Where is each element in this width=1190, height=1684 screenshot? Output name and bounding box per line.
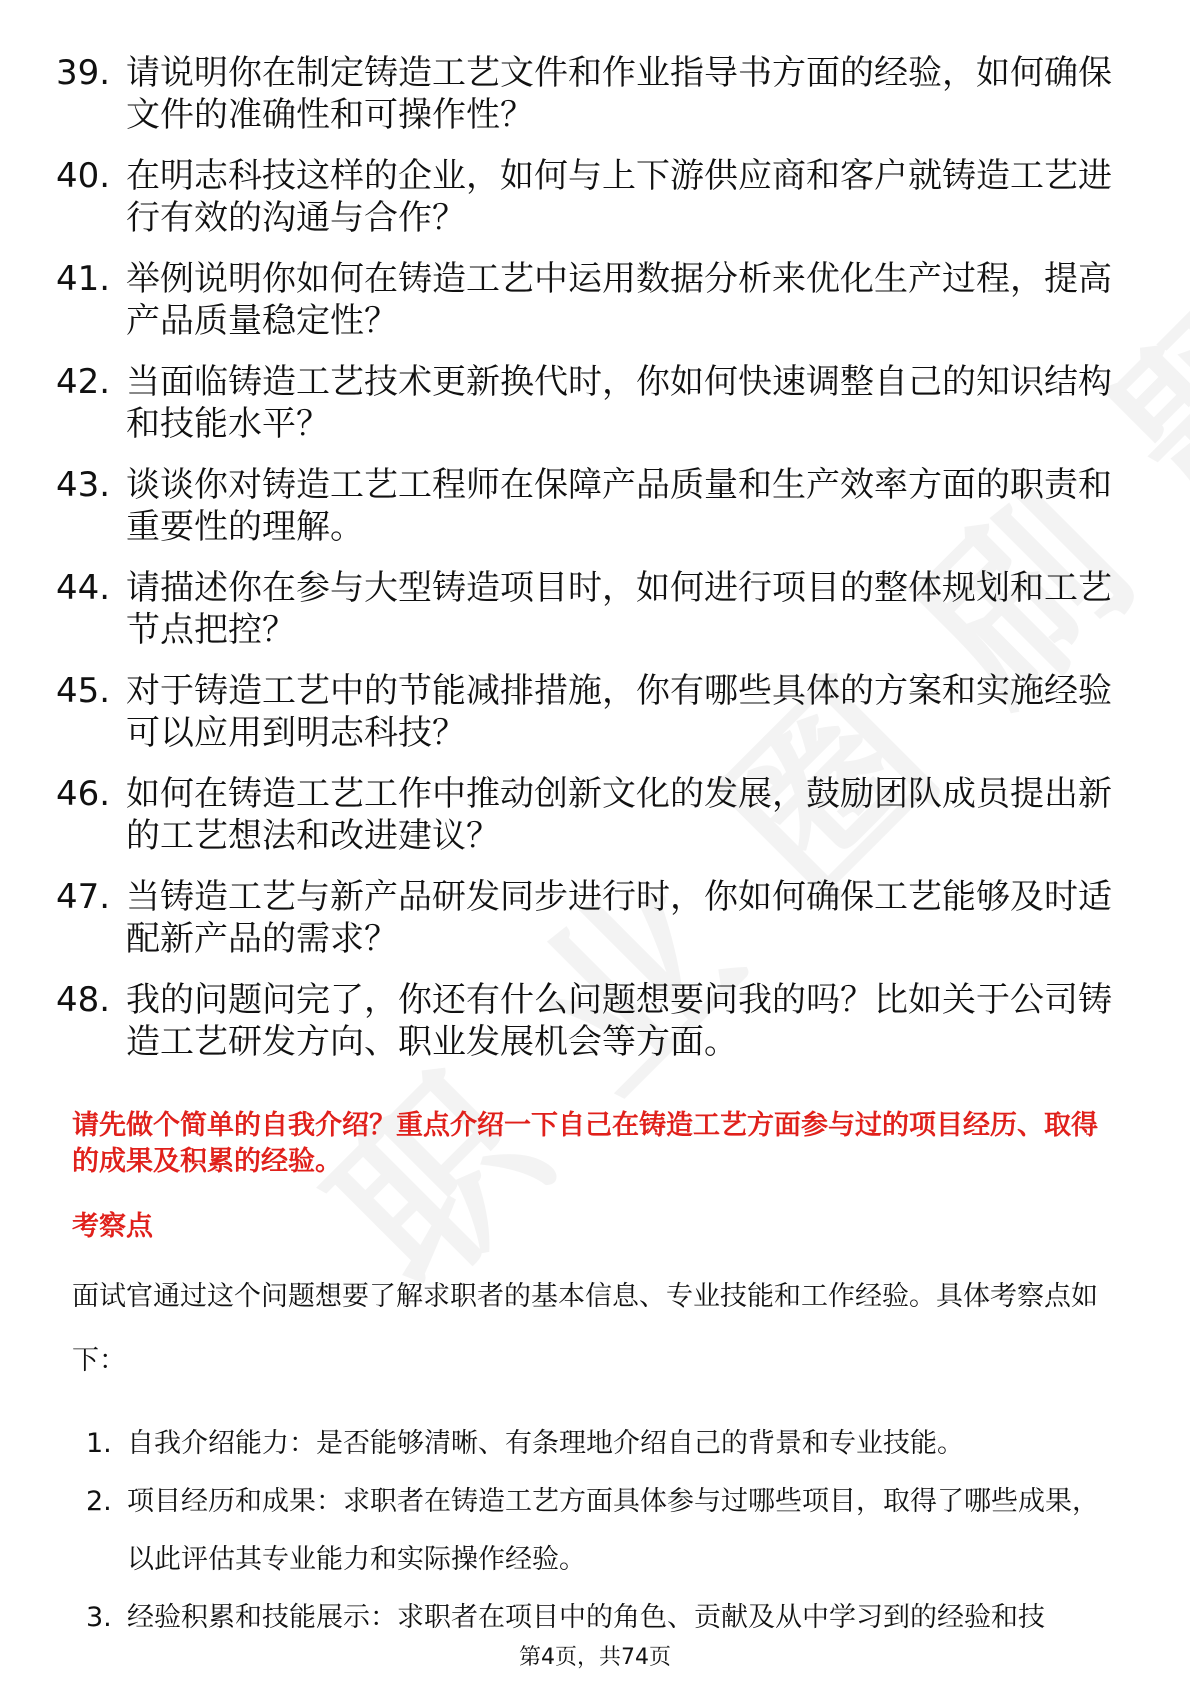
question-text: 当面临铸造工艺技术更新换代时，你如何快速调整自己的知识结构和技能水平？	[126, 362, 1112, 444]
point-text: 项目经历和成果：求职者在铸造工艺方面具体参与过哪些项目，取得了哪些成果，以此评估其专业能力和实际操作经验。	[127, 1486, 1099, 1575]
question-item	[56, 773, 1116, 857]
evaluation-point	[72, 1473, 1122, 1589]
question-number: 45.	[56, 671, 111, 711]
question-number: 44.	[56, 568, 111, 608]
question-text: 举例说明你如何在铸造工艺中运用数据分析来优化生产过程，提高产品质量稳定性？	[126, 259, 1112, 341]
question-list	[56, 52, 1116, 1082]
point-number: 3.	[86, 1602, 112, 1633]
question-item	[56, 670, 1116, 754]
question-item	[56, 464, 1116, 548]
evaluation-point	[72, 1415, 1122, 1473]
page-footer: 第4页，共74页	[519, 1645, 671, 1670]
question-text: 我的问题问完了，你还有什么问题想要问我的吗？比如关于公司铸造工艺研发方向、职业发展机会等方面。	[126, 980, 1112, 1062]
evaluation-point	[72, 1589, 1122, 1647]
question-number: 46.	[56, 774, 111, 814]
question-item	[56, 361, 1116, 445]
question-number: 48.	[56, 980, 111, 1020]
question-number: 47.	[56, 877, 111, 917]
evaluation-point-list	[72, 1415, 1122, 1647]
question-text: 在明志科技这样的企业，如何与上下游供应商和客户就铸造工艺进行有效的沟通与合作？	[126, 156, 1112, 238]
question-text: 请描述你在参与大型铸造项目时，如何进行项目的整体规划和工艺节点把控？	[126, 568, 1112, 650]
question-text: 谈谈你对铸造工艺工程师在保障产品质量和生产效率方面的职责和重要性的理解。	[126, 465, 1112, 547]
question-text: 请说明你在制定铸造工艺文件和作业指导书方面的经验，如何确保文件的准确性和可操作性？	[126, 53, 1112, 135]
question-text: 如何在铸造工艺工作中推动创新文化的发展，鼓励团队成员提出新的工艺想法和改进建议？	[126, 774, 1112, 856]
question-item	[56, 979, 1116, 1063]
question-item	[56, 52, 1116, 136]
intro-paragraph: 面试官通过这个问题想要了解求职者的基本信息、专业技能和工作经验。具体考察点如下：	[72, 1281, 1098, 1376]
question-number: 42.	[56, 362, 111, 402]
featured-question: 请先做个简单的自我介绍？重点介绍一下自己在铸造工艺方面参与过的项目经历、取得的成果及积累的经验。	[72, 1110, 1098, 1177]
question-text: 对于铸造工艺中的节能减排措施，你有哪些具体的方案和实施经验可以应用到明志科技？	[126, 671, 1112, 753]
question-text: 当铸造工艺与新产品研发同步进行时，你如何确保工艺能够及时适配新产品的需求？	[126, 877, 1112, 959]
question-item	[56, 258, 1116, 342]
point-number: 2.	[86, 1486, 112, 1517]
point-number: 1.	[86, 1428, 112, 1459]
question-number: 40.	[56, 156, 111, 196]
section-heading: 考察点	[72, 1211, 153, 1242]
question-number: 41.	[56, 259, 111, 299]
question-number: 39.	[56, 53, 111, 93]
point-text: 经验积累和技能展示：求职者在项目中的角色、贡献及从中学习到的经验和技	[127, 1602, 1045, 1633]
point-text: 自我介绍能力：是否能够清晰、有条理地介绍自己的背景和专业技能。	[127, 1428, 964, 1459]
question-number: 43.	[56, 465, 111, 505]
question-item	[56, 155, 1116, 239]
question-item	[56, 876, 1116, 960]
question-item	[56, 567, 1116, 651]
